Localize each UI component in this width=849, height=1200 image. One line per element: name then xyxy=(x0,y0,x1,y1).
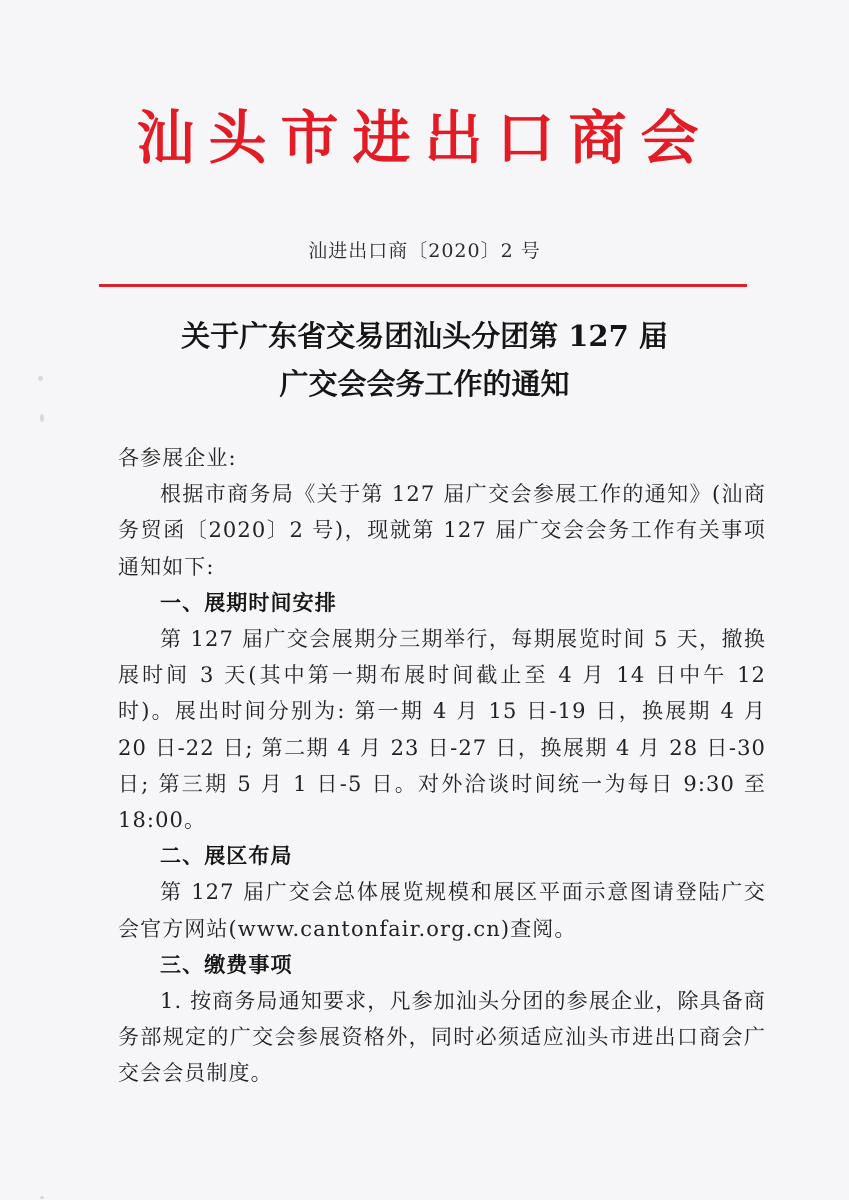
section-paragraph-fees: 1. 按商务局通知要求，凡参加汕头分团的参展企业，除具备商务部规定的广交会参展资格外，同时必须适应汕头市进出口商会广交会会员制度。 xyxy=(118,989,766,1086)
notice-title xyxy=(0,312,849,408)
salutation: 各参展企业: xyxy=(118,446,237,470)
section-paragraph-schedule: 第 127 届广交会展期分三期举行，每期展览时间 5 天，撤换展时间 3 天(其中第一期布展时间截止至 4 月 14 日中午 12 时)。展出时间分别为: 第一期 4 月 15 日-19 日，换展期 4 月 20 日-22 日; 第二期 4 月 23 日-27 日，换展期 4 月 28 日-30 日; 第三期 5 月 1 日-5 日。对外洽谈时间统一为每日 9:30 至 18:00。 xyxy=(118,627,766,833)
section-heading-schedule: 一、展期时间安排 xyxy=(160,590,337,615)
section-paragraph-layout: 第 127 届广交会总体展览规模和展区平面示意图请登陆广交会官方网站(www.cantonfair.org.cn)查阅。 xyxy=(118,880,766,941)
scan-speck xyxy=(38,376,43,381)
section-heading-fees: 三、缴费事项 xyxy=(160,952,293,977)
notice-title-line-2: 广交会会务工作的通知 xyxy=(279,367,570,401)
intro-paragraph: 根据市商务局《关于第 127 届广交会参展工作的通知》(汕商务贸函〔2020〕2 号)，现就第 127 届广交会会务工作有关事项通知如下: xyxy=(118,482,766,579)
notice-title-line-1: 关于广东省交易团汕头分团第 127 届 xyxy=(181,319,668,353)
red-divider-line xyxy=(99,284,747,287)
scan-speck xyxy=(40,1196,44,1199)
scan-speck xyxy=(40,414,44,422)
notice-body xyxy=(118,440,766,1092)
document-number: 汕进出口商〔2020〕2 号 xyxy=(308,240,541,262)
section-heading-layout: 二、展区布局 xyxy=(160,844,293,869)
letterhead-org-name: 汕头市进出口商会 xyxy=(136,104,713,172)
